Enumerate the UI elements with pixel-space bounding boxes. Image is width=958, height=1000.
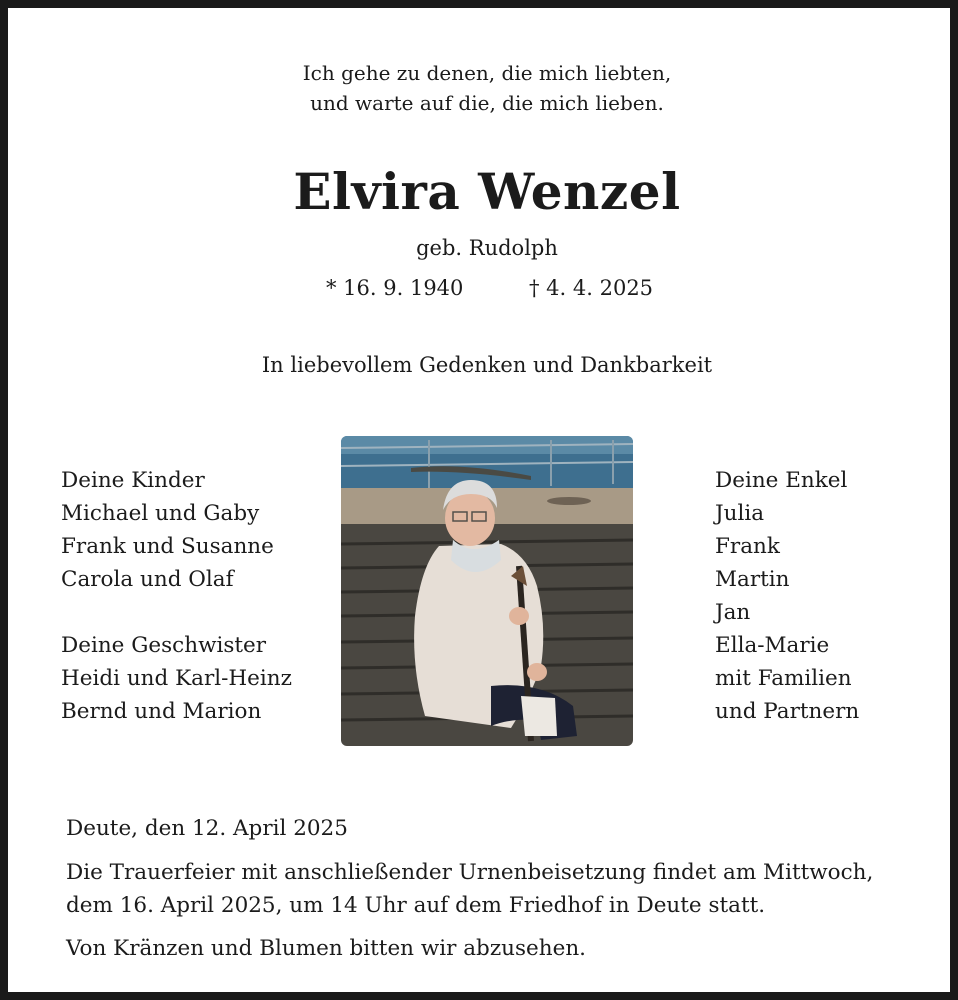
motto-line-2: und warte auf die, die mich lieben. [310,91,664,115]
family-member: Frank und Susanne [61,534,274,559]
family-member: Michael und Gaby [61,501,260,526]
family-group-heading: Deine Enkel [715,468,848,493]
family-member: Martin [715,567,790,592]
flowers-note: Von Kränzen und Blumen bitten wir abzusehen. [66,936,586,961]
family-member: Bernd und Marion [61,699,262,724]
memorial-text: In liebevollem Gedenken und Dankbarkeit [261,353,713,377]
family-left-column [61,464,292,728]
deceased-name: Elvira Wenzel [293,162,681,221]
portrait-photo [341,436,633,746]
ceremony-line-1: Die Trauerfeier mit anschließender Urnenbeisetzung findet am Mittwoch, [66,860,874,885]
family-member: Frank [715,534,780,559]
spacer [61,596,292,629]
family-member: Ella-Marie [715,633,830,658]
family-member: Julia [715,501,765,526]
birth-date: * 16. 9. 1940 [326,276,464,300]
family-member: Carola und Olaf [61,567,234,592]
death-date: † 4. 4. 2025 [529,276,654,300]
family-member: Heidi und Karl-Heinz [61,666,292,691]
ceremony-line-2: dem 16. April 2025, um 14 Uhr auf dem Friedhof in Deute statt. [66,893,766,918]
family-member: mit Familien [715,666,852,691]
family-member: und Partnern [715,699,860,724]
ceremony-info [66,856,926,922]
motto-line-1: Ich gehe zu denen, die mich liebten, [302,61,672,85]
family-group-heading: Deine Geschwister [61,633,267,658]
family-member: Jan [715,600,751,625]
motto [8,58,958,118]
family-right-column [715,464,859,728]
family-group-heading: Deine Kinder [61,468,205,493]
maiden-name: geb. Rudolph [416,236,558,260]
place-date: Deute, den 12. April 2025 [66,816,348,841]
